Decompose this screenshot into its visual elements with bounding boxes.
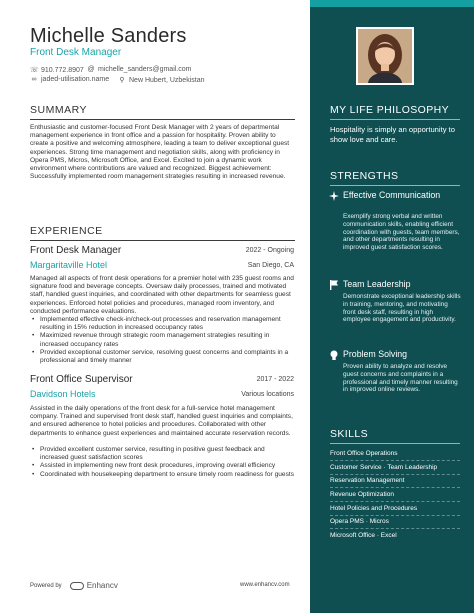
skill-item: Microsoft Office · Excel — [330, 532, 397, 539]
job-1-bullets — [30, 316, 295, 365]
footer-powered-by — [30, 581, 118, 590]
phone-icon: ☏ — [30, 67, 39, 74]
job-2-bullets — [30, 446, 295, 479]
contact-phone[interactable] — [30, 66, 84, 74]
strength-2-title: Team Leadership — [343, 279, 411, 289]
skill-item: Customer Service · Team Leadership — [330, 464, 438, 471]
link-icon: ∞ — [31, 76, 37, 83]
skill-item: Revenue Optimization — [330, 491, 394, 498]
list-item: • Coordinated with housekeeping department to ensure timely room readiness for guests — [30, 471, 295, 479]
skills-divider — [330, 443, 460, 444]
contact-website[interactable] — [30, 76, 109, 83]
strengths-divider — [330, 185, 460, 186]
job-1-description: Managed all aspects of front desk operations for a premier hotel with 235 guest rooms and signature food and beverage concepts. Oversaw daily processes, trained and motivated staff, handled guest inquiries, and coordinated with other departments for seamless guest experiences. Enforced hotel policies and procedures, managed room inventory, and conducted performance evaluations. — [30, 275, 294, 315]
list-item: • Provided excellent customer service, resulting in positive guest feedback and increased guest satisfaction scores — [30, 446, 295, 462]
flag-icon — [329, 280, 339, 290]
job-1-company[interactable]: Margaritaville Hotel — [30, 260, 108, 270]
job-2-dates: 2017 - 2022 — [256, 376, 294, 383]
job-2-company[interactable]: Davidson Hotels — [30, 389, 96, 399]
enhancv-logo-icon — [70, 582, 84, 590]
skill-item: Front Office Operations — [330, 450, 398, 457]
profile-photo — [356, 27, 414, 85]
list-item: • Assisted in implementing new front desk procedures, improving overall efficiency — [30, 462, 295, 470]
skill-divider — [330, 474, 460, 475]
skill-divider — [330, 515, 460, 516]
strength-1-title: Effective Communication — [343, 190, 441, 200]
strength-2-desc: Demonstrate exceptional leadership skills in training, mentoring, and motivating front desk staff, resulting in high employee engagement and productivity. — [343, 293, 461, 324]
strength-1-desc: Exemplify strong verbal and written communication skills, enabling efficient coordination with guests, team members, and other departments resulting in improved guest satisfaction scores. — [343, 213, 460, 252]
job-1-title: Front Desk Manager — [30, 245, 122, 256]
location-text: New Hubert, Uzbekistan — [129, 76, 205, 84]
location-pin-icon: ⚲ — [119, 77, 125, 84]
candidate-role: Front Desk Manager — [30, 47, 122, 58]
skill-divider — [330, 487, 460, 488]
email-text: michelle_sanders@gmail.com — [98, 66, 192, 73]
skill-item: Opera PMS · Micros — [330, 518, 389, 525]
sidebar-accent-bar — [310, 0, 474, 7]
phone-text: 910.772.8907 — [41, 66, 84, 74]
skill-divider — [330, 460, 460, 461]
brand-name: Enhancv — [86, 581, 118, 590]
list-item: • Maximized revenue through strategic room management strategies resulting in increased occupancy rates — [30, 332, 295, 348]
brand-logo[interactable] — [70, 581, 118, 590]
job-2-location: Various locations — [241, 391, 294, 398]
philosophy-heading: MY LIFE PHILOSOPHY — [330, 104, 450, 116]
experience-heading: EXPERIENCE — [30, 225, 103, 237]
skills-heading: SKILLS — [330, 428, 369, 440]
skill-item: Hotel Policies and Procedures — [330, 505, 418, 512]
list-item: • Implemented effective check-in/check-out processes and reservation management resulting in 15% reduction in increased occupancy rates — [30, 316, 295, 332]
strengths-heading: STRENGTHS — [330, 170, 399, 182]
profile-photo-image — [358, 29, 412, 83]
list-item: • Provided exceptional customer service, resolving guest concerns and complaints in a professional and timely manner — [30, 349, 295, 365]
job-2-description: Assisted in the daily operations of the front desk for a full-service hotel management company. Trained and supervised front desk staff, handled guest inquiries and complaints, and ensured adherence to hotel policies and procedures. Collaborated with other departments to enhance guest experiences and maintained accurate reservation records. — [30, 405, 293, 437]
philosophy-divider — [330, 119, 460, 120]
website-text: jaded-utilisation.name — [41, 76, 110, 83]
skill-item: Reservation Management — [330, 477, 405, 484]
job-1-location: San Diego, CA — [247, 262, 294, 269]
skill-divider — [330, 528, 460, 529]
contact-email[interactable] — [87, 66, 191, 73]
philosophy-text: Hospitality is simply an opportunity to show love and care. — [330, 125, 455, 144]
candidate-name: Michelle Sanders — [30, 25, 187, 47]
strength-3-title: Problem Solving — [343, 349, 408, 359]
powered-by-text: Powered by — [30, 582, 62, 589]
strength-3-desc: Proven ability to analyze and resolve guest concerns and complaints in a professional and timely manner resulting in improved online reviews. — [343, 363, 458, 394]
contact-location — [118, 76, 204, 84]
sparkle-icon — [329, 191, 339, 201]
summary-heading: SUMMARY — [30, 104, 87, 116]
lightbulb-icon — [329, 350, 339, 361]
at-icon: @ — [87, 66, 95, 73]
experience-divider — [30, 240, 295, 241]
footer-url[interactable]: www.enhancv.com — [240, 582, 290, 588]
skill-divider — [330, 501, 460, 502]
summary-text: Enthusiastic and customer-focused Front Desk Manager with 2 years of departmental management experience in front office and a passion for hospitality. Proven ability to create a positive and welcoming atmosphere, leading a team to deliver exceptional guest experiences. Strong time management and negotiation skills, along with proficiency in Opera PMS, Micros, Microsoft Office, and Excel. Excited to join a dynamic work environment where contributions are valued and recognized. Biggest achievement: Successfully implemented room management strategies resulting in increased revenue. — [30, 124, 290, 181]
job-1-dates: 2022 - Ongoing — [245, 247, 294, 254]
summary-divider — [30, 119, 295, 120]
job-2-title: Front Office Supervisor — [30, 374, 133, 385]
